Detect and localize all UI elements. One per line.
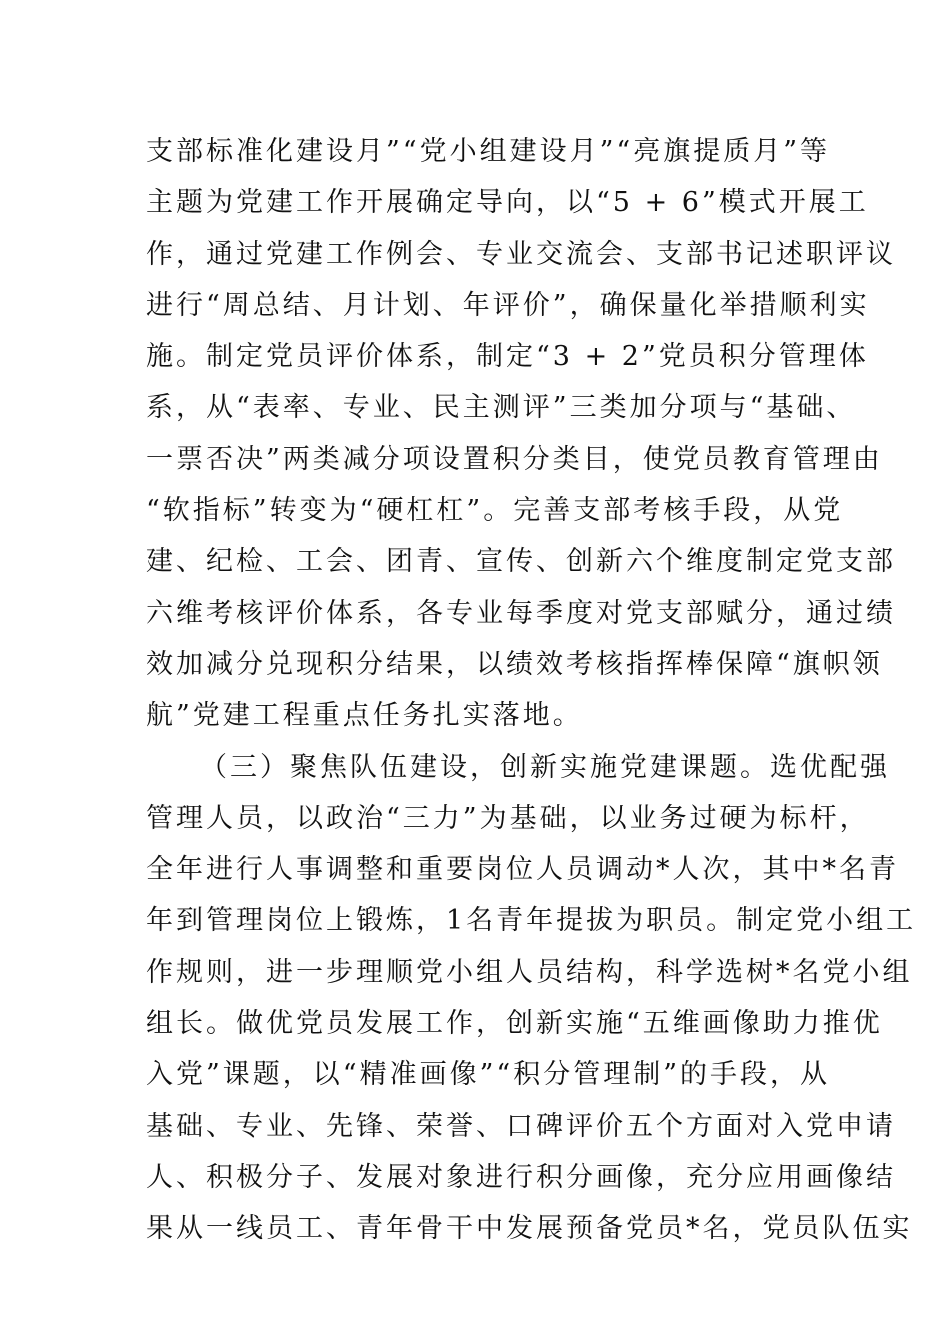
text-line: 作，通过党建工作例会、专业交流会、支部书记述职评议 — [146, 238, 896, 270]
text-line: 效加减分兑现积分结果，以绩效考核指挥棒保障“旗帜领 — [146, 648, 883, 680]
text-line: 基础、专业、先锋、荣誉、口碑评价五个方面对入党申请 — [146, 1110, 896, 1142]
text-line: 管理人员，以政治“三力”为基础，以业务过硬为标杆， — [146, 802, 870, 834]
text-line: 一票否决”两类减分项设置积分类目，使党员教育管理由 — [146, 443, 883, 475]
text-line: 建、纪检、工会、团青、宣传、创新六个维度制定党支部 — [146, 546, 896, 578]
text-line: 组长。做优党员发展工作，创新实施“五维画像助力推优 — [146, 1008, 883, 1040]
text-line: 作规则，进一步理顺党小组人员结构，科学选树*名党小组 — [146, 956, 913, 988]
text-line: 系，从“表率、专业、民主测评”三类加分项与“基础、 — [146, 392, 857, 424]
text-line: 年到管理岗位上锻炼，1名青年提拔为职员。制定党小组工 — [146, 905, 917, 937]
text-line: 进行“周总结、月计划、年评价”，确保量化举措顺利实 — [146, 289, 870, 321]
text-line: “软指标”转变为“硬杠杠”。完善支部考核手段，从党 — [146, 495, 844, 527]
text-line: 入党”课题，以“精准画像”“积分管理制”的手段，从 — [146, 1059, 831, 1091]
text-line: 主题为党建工作开展确定导向，以“5 + 6”模式开展工 — [146, 187, 869, 219]
text-line: 人、积极分子、发展对象进行积分画像，充分应用画像结 — [146, 1161, 896, 1193]
text-line: 航”党建工程重点任务扎实落地。 — [146, 700, 583, 732]
text-line: 支部标准化建设月”“党小组建设月”“亮旗提质月”等 — [146, 136, 831, 167]
text-line: 六维考核评价体系，各专业每季度对党支部赋分，通过绩 — [146, 597, 896, 629]
text-line: 果从一线员工、青年骨干中发展预备党员*名，党员队伍实 — [146, 1213, 913, 1245]
paragraph-start-line: （三）聚焦队伍建设，创新实施党建课题。选优配强 — [200, 751, 890, 783]
text-line: 全年进行人事调整和重要岗位人员调动*人次，其中*名青 — [146, 854, 899, 886]
document-body — [146, 126, 917, 1255]
text-line: 施。制定党员评价体系，制定“3 + 2”党员积分管理体 — [146, 341, 869, 373]
